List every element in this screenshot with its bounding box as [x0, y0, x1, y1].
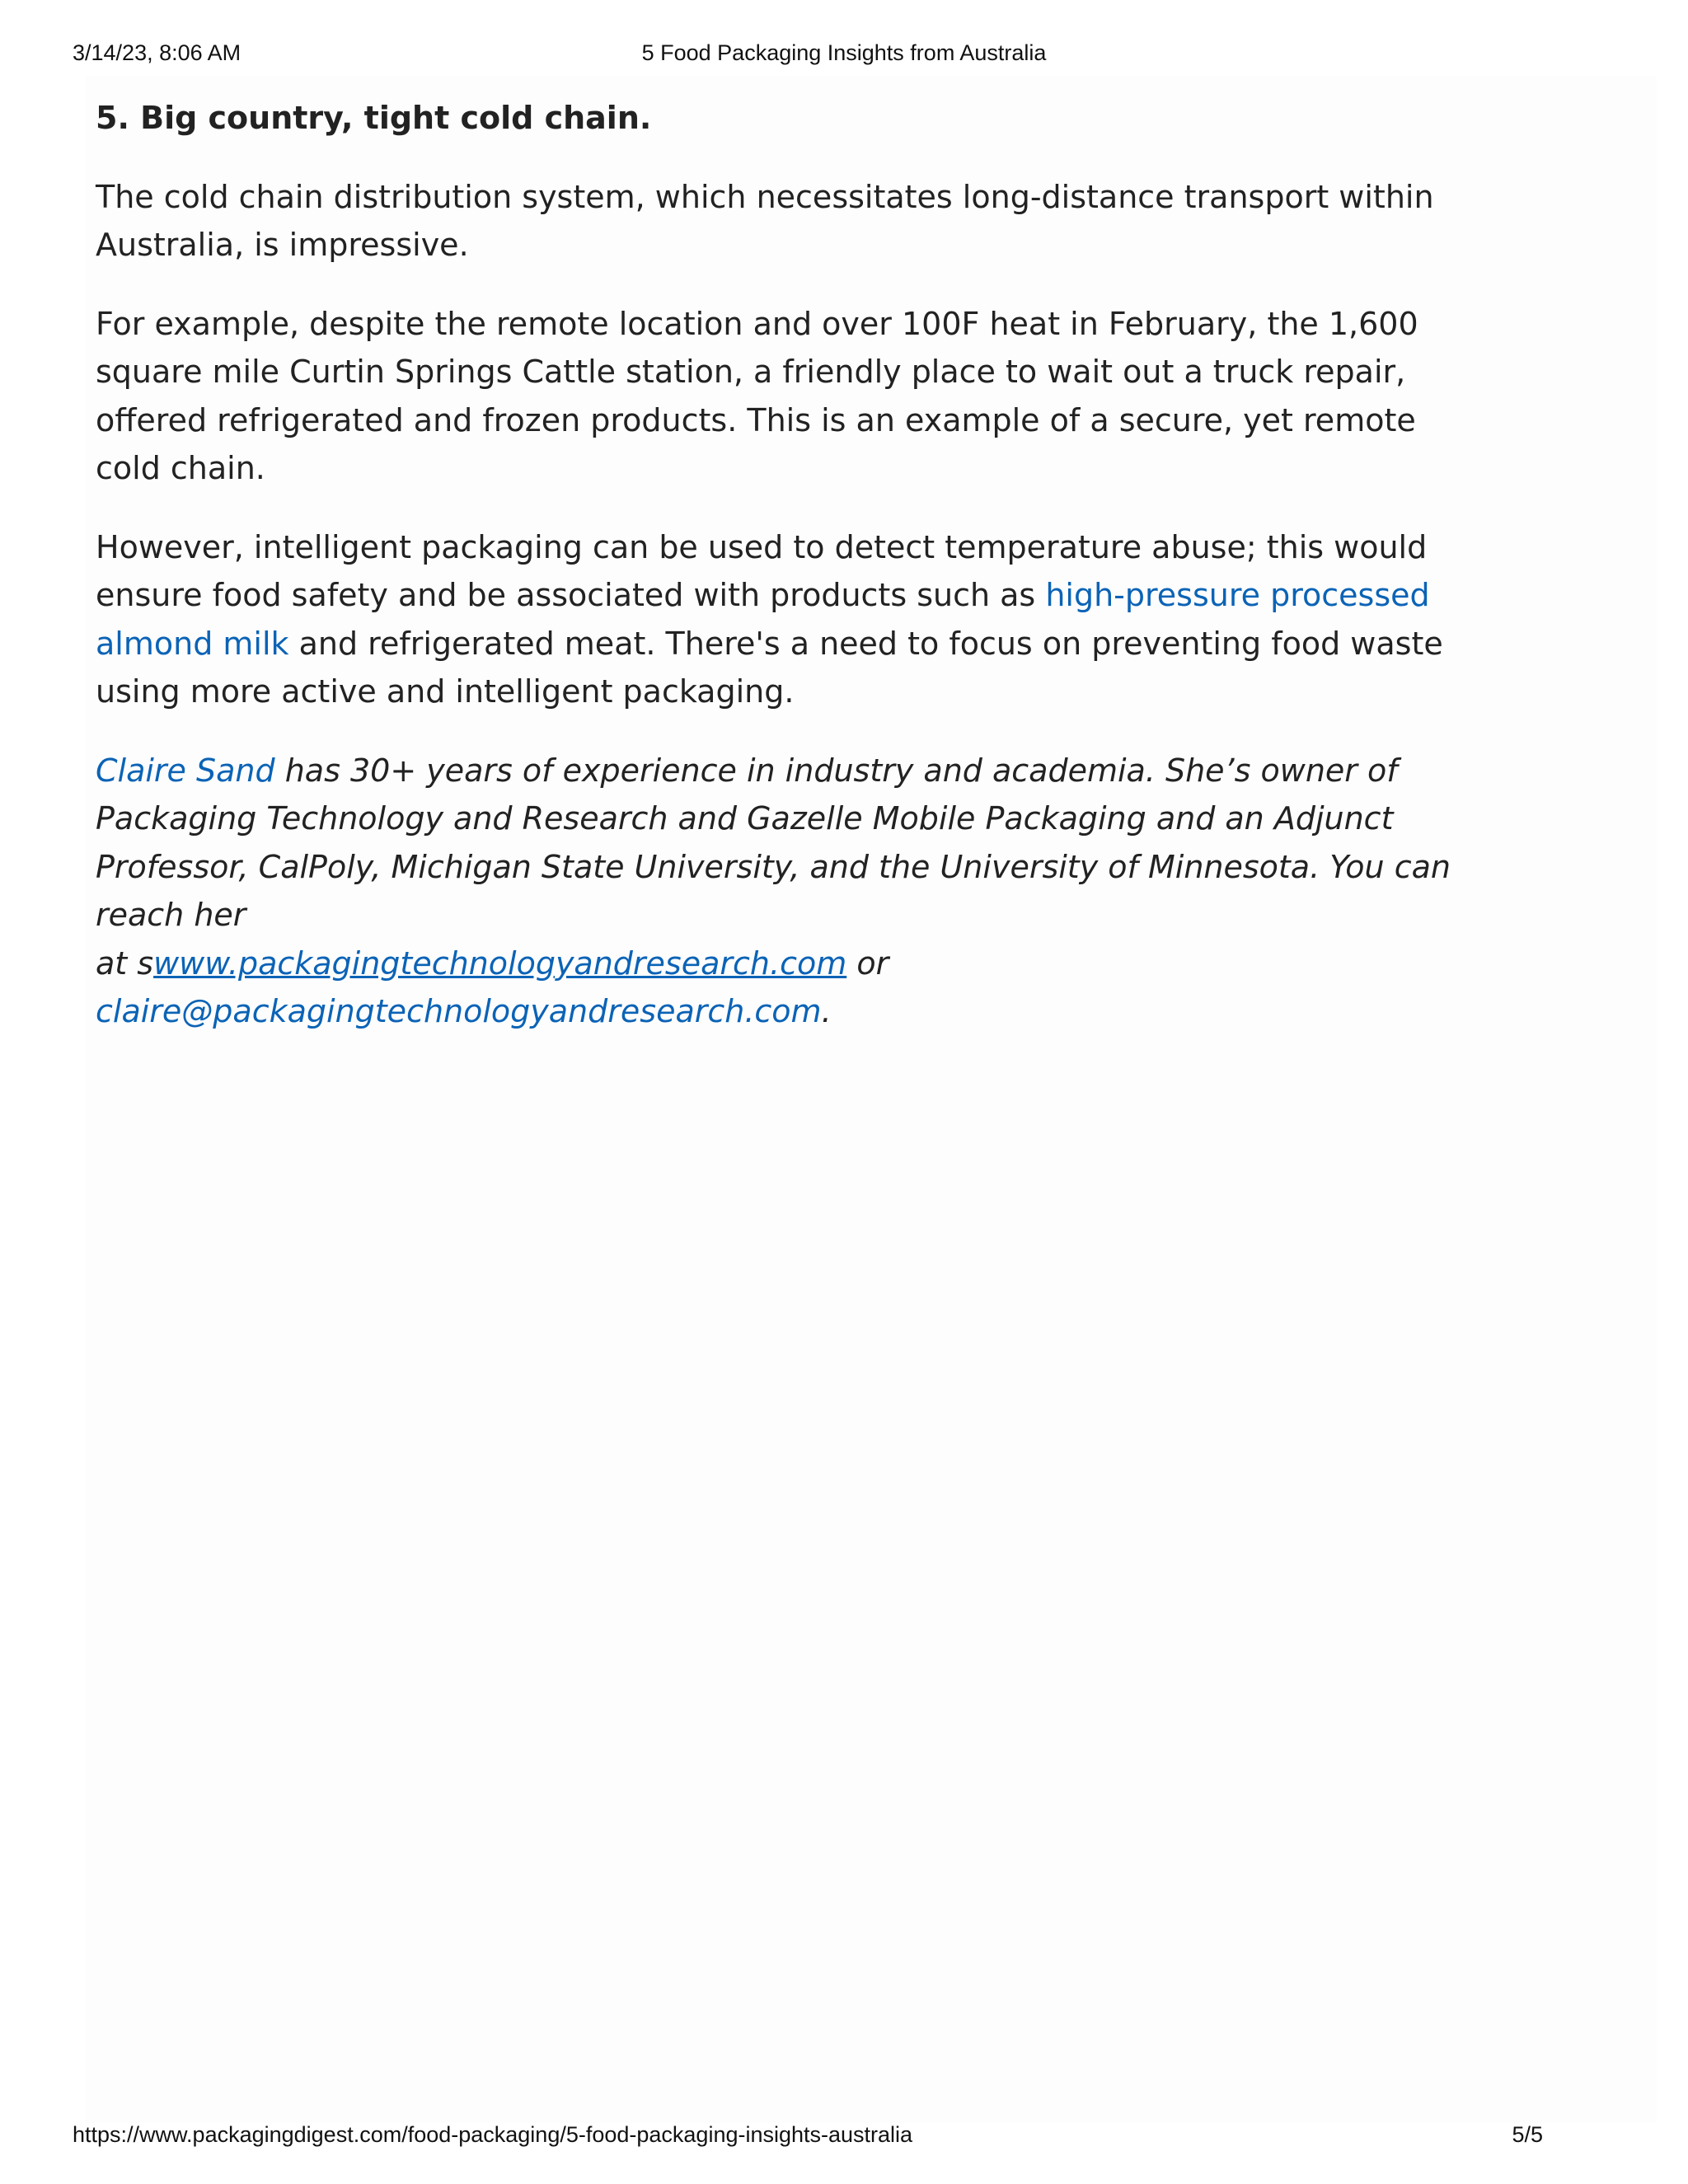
page-content — [86, 76, 1657, 2123]
bio-text: . — [821, 993, 832, 1029]
author-bio — [96, 747, 1629, 1036]
paragraph-text: However, intelligent packaging can be used to detect temperature abuse; this would ensure food safety and be associated with products such as — [96, 528, 1428, 613]
print-footer — [73, 2121, 1615, 2148]
print-url: https://www.packagingdigest.com/food-packaging/5-food-packaging-insights-australia — [73, 2122, 913, 2147]
paragraph-text: and refrigerated meat. There's a need to focus on preventing food waste using more active and intelligent packaging. — [96, 625, 1443, 710]
paragraph-cold-chain: The cold chain distribution system, which necessitates long-distance transport within Australia, is impressive. — [96, 178, 1434, 263]
article-body — [96, 94, 1629, 1066]
bio-first-part — [96, 747, 1480, 940]
bio-text: has 30+ years of experience in industry and academia. She’s owner of Packaging Technology and Research and Gazelle Mobile Packaging and an Adjunct Professor, CalPoly, Michigan State University, and the University of Minnesota. You can reach her — [96, 752, 1451, 933]
print-datetime: 3/14/23, 8:06 AM — [73, 40, 241, 65]
bio-text: or — [846, 944, 889, 982]
bio-text: at s — [96, 944, 154, 982]
print-page-title: 5 Food Packaging Insights from Australia — [641, 40, 1047, 65]
website-link[interactable]: www.packagingtechnologyandresearch.com — [153, 944, 847, 982]
section-heading: 5. Big country, tight cold chain. — [96, 100, 652, 136]
email-link[interactable]: claire@packagingtechnologyandresearch.com — [96, 993, 822, 1029]
author-name-link[interactable]: Claire Sand — [96, 752, 275, 789]
print-page-number: 5/5 — [1512, 2122, 1543, 2147]
print-header — [73, 40, 1615, 66]
paragraph-intelligent-packaging — [96, 523, 1480, 716]
almond-milk-link[interactable]: high-pressure processed almond milk — [96, 577, 1430, 662]
paragraph-example: For example, despite the remote location and over 100F heat in February, the 1,600 square mile Curtin Springs Cattle station, a friendly place to wait out a truck repair, offered refrigerated and frozen products. This is an example of a secure, yet remote cold chain. — [96, 305, 1418, 486]
